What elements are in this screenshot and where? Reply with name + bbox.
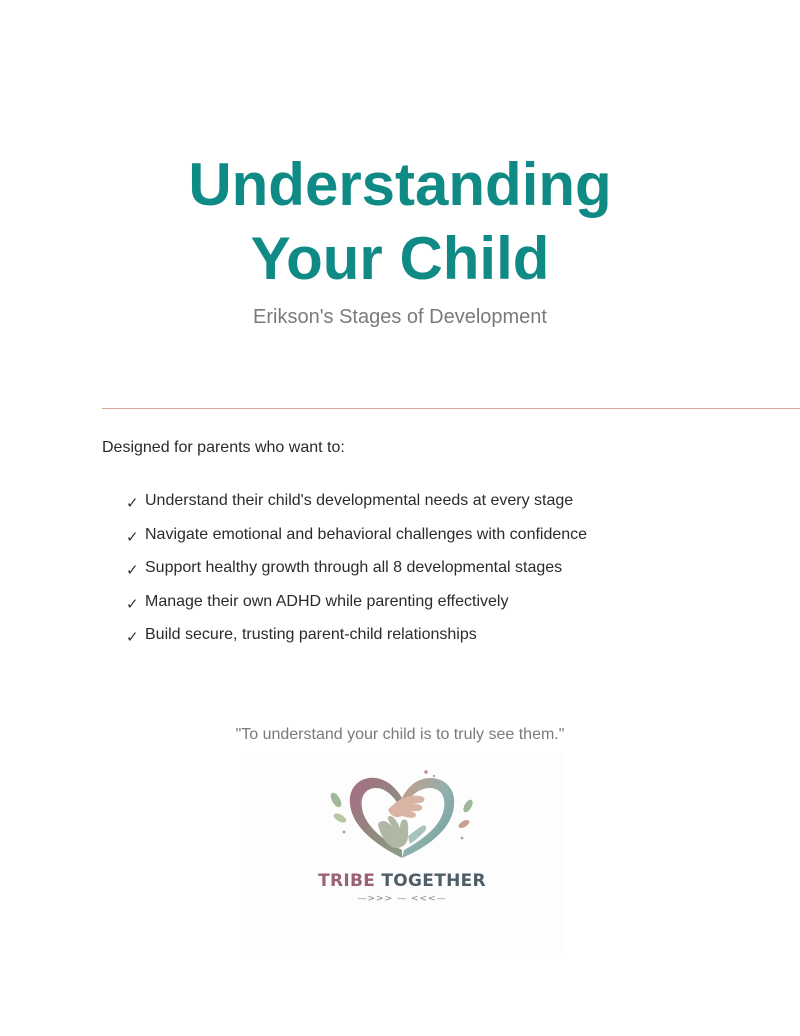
checkmark-icon: ✓ [126,528,139,546]
benefits-list [126,490,587,658]
page-subtitle: Erikson's Stages of Development [253,306,547,328]
intro-text: Designed for parents who want to: [102,439,345,456]
benefit-text: Manage their own ADHD while parenting effectively [145,592,509,610]
tribe-together-logo [240,752,564,954]
checkmark-icon: ✓ [126,595,139,613]
list-item [126,557,587,591]
benefit-text: Support healthy growth through all 8 developmental stages [145,559,563,576]
list-item [126,524,587,558]
logo-word-tribe: TRIBE [318,871,376,891]
page-title [0,148,800,296]
heart-hands-icon [322,766,482,866]
list-item [126,591,587,625]
list-item [126,624,587,658]
checkmark-icon: ✓ [126,562,139,579]
checkmark-icon: ✓ [126,495,139,512]
benefit-text: Understand their child's developmental needs at every stage [145,492,574,509]
logo-wordmark [240,870,564,892]
benefit-text: Build secure, trusting parent-child relationships [145,626,477,643]
logo-word-together: TOGETHER [381,871,486,891]
quote-text: "To understand your child is to truly see them." [235,726,565,743]
section-divider [102,408,800,409]
list-item [126,490,587,524]
title-line-2: Your Child [250,225,550,292]
arrow-ornament-icon: —>>> — <<<— [357,894,447,904]
title-line-1: Understanding [188,151,612,218]
benefit-text: Navigate emotional and behavioral challenges with confidence [145,525,588,543]
checkmark-icon: ✓ [126,629,139,646]
